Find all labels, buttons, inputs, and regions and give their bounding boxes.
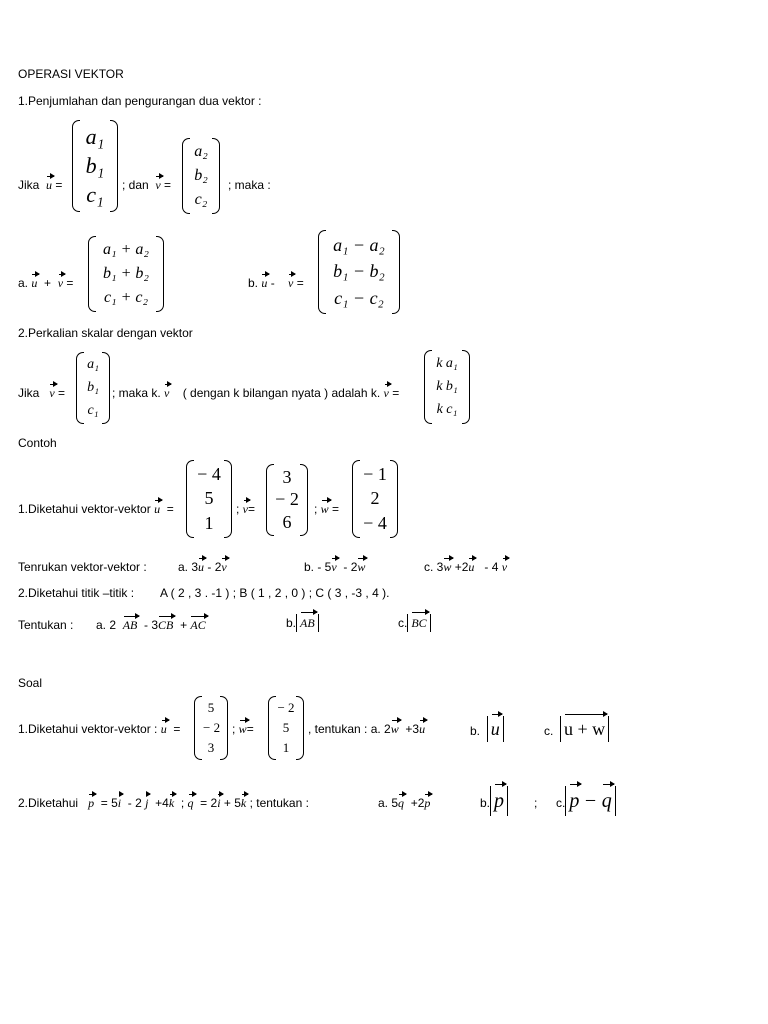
difference-expression	[248, 276, 304, 290]
matrix-cell: a₂	[194, 143, 208, 160]
matrix-cell: a₁	[85, 123, 105, 149]
contoh-column-vector-w	[352, 460, 398, 538]
vector-AB: AB	[300, 616, 315, 630]
minus-sign: -	[270, 276, 275, 290]
soal-w-label: ; w=	[232, 722, 254, 736]
vector-w: w	[390, 722, 399, 736]
contoh-q2-item-a	[96, 618, 206, 632]
matrix-cell: b₁	[85, 152, 105, 178]
contoh-column-vector-v	[266, 464, 308, 536]
maka-k-text: ; maka k.	[112, 386, 161, 400]
soal-q1-tentukan	[308, 722, 425, 736]
section-1-heading: 1.Penjumlahan dan pengurangan dua vektor :	[18, 94, 262, 108]
unit-vector-i: i	[217, 796, 221, 810]
item-c-minus: - 4	[484, 560, 499, 574]
sec1-jika-line	[18, 178, 62, 192]
page-title: OPERASI VEKTOR	[18, 67, 124, 81]
equals: =	[248, 502, 256, 516]
section-2-heading: 2.Perkalian skalar dengan vektor	[18, 326, 193, 340]
matrix-cell: 3	[207, 740, 215, 755]
magnitude-u	[487, 716, 504, 742]
vector-u: u	[491, 716, 500, 742]
vector-w: w	[443, 560, 452, 574]
minus-sign: −	[584, 790, 597, 812]
matrix-cell: b₁ + b₂	[103, 265, 149, 282]
magnitude-p	[490, 786, 508, 816]
tentukan-text: , tentukan : a. 2	[308, 722, 391, 736]
matrix-cell: a₁ − a₂	[333, 234, 385, 255]
soal-column-vector-u	[194, 696, 228, 760]
plus-sign: +	[180, 618, 188, 632]
unit-vector-j: j	[145, 796, 149, 810]
vector-v: v	[221, 560, 227, 574]
item-b-text: b.	[480, 796, 491, 810]
unit-vector-i: i	[117, 796, 122, 810]
points-list: A ( 2 , 3 . -1 ) ; B ( 1 , 2 , 0 ) ; C ( 3 , -3 , 4 ).	[160, 586, 390, 600]
column-vector-v-scalar	[76, 352, 110, 424]
vector-u: u	[46, 178, 53, 192]
label-b: b.	[248, 276, 259, 290]
matrix-cell: b₂	[194, 167, 208, 184]
q-plus-five: + 5	[223, 796, 241, 810]
vector-AB: AB	[122, 618, 138, 632]
sec2-scalar-line	[112, 386, 399, 400]
matrix-cell: b₁ − b₂	[333, 261, 385, 282]
vector-v: v	[501, 560, 508, 574]
vector-v: v	[288, 276, 294, 290]
soal-q1-line	[18, 722, 180, 736]
q2-item-c-text: c.	[398, 616, 408, 630]
equals: =	[66, 276, 74, 290]
plus-two: +2	[410, 796, 425, 810]
matrix-cell: a₁	[87, 357, 99, 373]
matrix-cell: − 4	[363, 513, 387, 534]
vector-w: w	[357, 560, 366, 574]
matrix-cell: 2	[370, 488, 380, 509]
item-b-text: b. - 5	[304, 560, 332, 574]
vector-v: v	[57, 276, 64, 290]
contoh-v-label: ; v=	[236, 502, 256, 516]
matrix-cell: a₁ + a₂	[103, 241, 149, 258]
matrix-cell: c₁	[86, 182, 104, 208]
matrix-cell: − 1	[363, 463, 387, 484]
q2-item-a-minus: - 3	[144, 618, 159, 632]
matrix-cell: c₁ − c₂	[334, 288, 384, 309]
p-plus-four: +4	[155, 796, 169, 810]
item-a-text: a. 5	[378, 796, 399, 810]
matrix-cell: c₂	[194, 191, 208, 208]
column-vector-sum	[88, 236, 164, 312]
vector-v: v	[49, 386, 55, 400]
vector-w: w	[320, 502, 329, 516]
matrix-cell: k a₁	[436, 355, 458, 371]
matrix-cell: 3	[282, 466, 292, 487]
contoh-q2-item-c	[398, 614, 431, 632]
soal-q2-line: 2.Diketahui p = 5i - 2 j +4k ; q = 2i + 5k ; tentukan :	[18, 796, 309, 810]
matrix-cell: b₁	[87, 379, 99, 395]
contoh-q2-item-b	[286, 614, 319, 632]
matrix-cell: 1	[282, 740, 290, 755]
tentukan-label: Tentukan :	[18, 618, 74, 632]
soal-q1-item-b	[470, 716, 504, 742]
p-minus-two: - 2	[127, 796, 142, 810]
vector-u: u	[154, 502, 161, 516]
soal-column-vector-w	[268, 696, 304, 760]
jika-text: Jika	[18, 386, 40, 400]
vector-u-plus-w: u + w	[564, 716, 605, 742]
dan-text: ; dan	[122, 178, 149, 192]
vector-p: p	[494, 786, 504, 816]
column-vector-kv	[424, 350, 470, 424]
item-c-text: c. 3	[424, 560, 444, 574]
vector-q: q	[398, 796, 405, 810]
matrix-cell: − 2	[203, 720, 221, 735]
item-a-text: a. 3	[178, 560, 199, 574]
equals: =	[164, 178, 172, 192]
contoh-w-label: ; w =	[314, 502, 340, 516]
contoh-heading: Contoh	[18, 436, 57, 450]
plus-sign: +	[44, 276, 52, 290]
contoh-q1-text-line	[18, 502, 174, 516]
tentukan-vektor-label: Tenrukan vektor-vektor :	[18, 560, 147, 574]
vector-p: p	[88, 796, 95, 810]
semicolon: ;	[534, 796, 538, 810]
item-c-plus: +2	[454, 560, 469, 574]
soal-q2-item-a	[378, 796, 430, 810]
equals: =	[166, 502, 174, 516]
vector-AC: AC	[190, 618, 206, 632]
soal-q2-text: 2.Diketahui	[18, 796, 79, 810]
sum-expression	[18, 276, 73, 290]
vector-w: w	[238, 722, 247, 736]
matrix-cell: c₁	[87, 402, 99, 418]
vector-v: v	[383, 386, 389, 400]
q2-item-b-text: b.	[286, 616, 297, 630]
q2-item-a-text: a. 2	[96, 618, 117, 632]
p-expression: = 5	[100, 796, 118, 810]
vector-BC: BC	[411, 616, 427, 630]
vector-v: v	[155, 178, 161, 192]
scalar-description: ( dengan k bilangan nyata ) adalah k.	[182, 386, 381, 400]
magnitude-AB	[296, 614, 319, 632]
item-c-text: c.	[544, 724, 554, 738]
vector-u: u	[468, 560, 475, 574]
sec1-dan-line	[122, 178, 171, 192]
matrix-cell: 6	[282, 512, 292, 533]
soal-heading: Soal	[18, 676, 43, 690]
item-a-minus: - 2	[207, 560, 222, 574]
item-b-minus: - 2	[343, 560, 358, 574]
maka-text: ; maka :	[228, 178, 271, 192]
matrix-cell: − 2	[275, 489, 299, 510]
soal-q2-item-b	[480, 786, 508, 816]
vector-v: v	[331, 560, 337, 574]
vector-CB: CB	[158, 618, 174, 632]
matrix-cell: 5	[204, 488, 214, 509]
contoh-q1-text: 1.Diketahui vektor-vektor	[18, 502, 151, 516]
matrix-cell: k b₁	[436, 378, 458, 394]
vector-p: p	[569, 786, 579, 816]
contoh-q2-text: 2.Diketahui titik –titik :	[18, 586, 135, 600]
contoh-item-c	[424, 560, 507, 574]
vector-v: v	[164, 386, 170, 400]
unit-vector-k: k	[168, 796, 175, 810]
unit-vector-k: k	[240, 796, 247, 810]
matrix-cell: 5	[282, 720, 290, 735]
vector-v: v	[242, 502, 248, 516]
soal-q1-text: 1.Diketahui vektor-vektor :	[18, 722, 158, 736]
vector-p: p	[424, 796, 431, 810]
soal-q2-item-c	[556, 786, 616, 816]
jika-text: Jika	[18, 178, 40, 192]
matrix-cell: − 4	[197, 463, 221, 484]
matrix-cell: c₁ + c₂	[103, 289, 149, 306]
plus-three: +3	[405, 722, 420, 736]
vector-q: q	[187, 796, 194, 810]
soal-q1-item-c	[544, 716, 609, 742]
magnitude-u-plus-w	[560, 716, 609, 742]
contoh-item-a	[178, 560, 227, 574]
matrix-cell: k c₁	[436, 402, 458, 418]
vector-u: u	[160, 722, 167, 736]
vector-u: u	[419, 722, 426, 736]
vector-q: q	[602, 786, 612, 816]
q-expression: = 2	[200, 796, 218, 810]
tentukan-text: ; tentukan :	[249, 796, 309, 810]
equals: =	[173, 722, 181, 736]
column-vector-u	[72, 120, 118, 212]
contoh-item-b	[304, 560, 365, 574]
matrix-cell: − 2	[277, 700, 295, 715]
item-c-text: c.	[556, 796, 566, 810]
equals: =	[392, 386, 400, 400]
matrix-cell: 1	[204, 513, 214, 534]
equals: =	[55, 178, 63, 192]
vector-u: u	[31, 276, 38, 290]
item-b-text: b.	[470, 724, 481, 738]
sec2-jika-line	[18, 386, 65, 400]
label-a: a.	[18, 276, 29, 290]
magnitude-BC	[407, 614, 430, 632]
magnitude-p-minus-q	[565, 786, 615, 816]
vector-u: u	[198, 560, 205, 574]
vector-u: u	[261, 276, 268, 290]
equals: =	[332, 502, 340, 516]
equals: =	[58, 386, 66, 400]
column-vector-v	[182, 138, 220, 214]
column-vector-difference	[318, 230, 400, 314]
contoh-column-vector-u	[186, 460, 232, 538]
equals: =	[296, 276, 304, 290]
equals: =	[246, 722, 254, 736]
matrix-cell: 5	[207, 700, 215, 715]
